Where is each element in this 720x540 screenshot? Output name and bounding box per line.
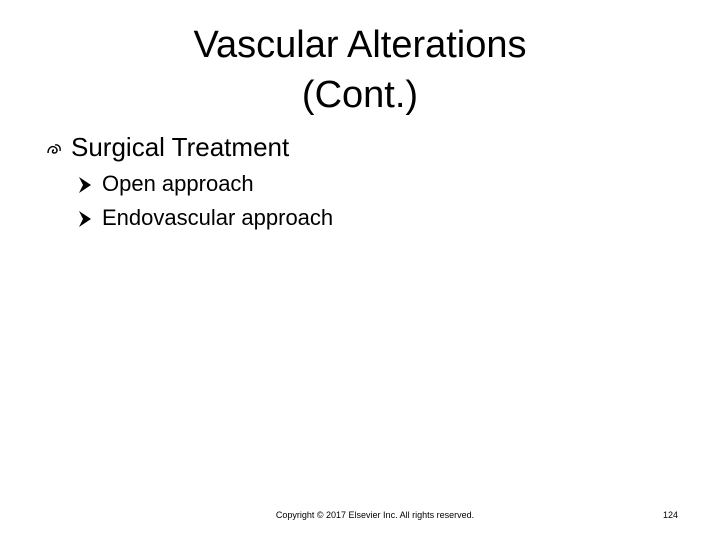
footer-page-number: 124	[662, 510, 678, 520]
slide-title-line-2: (Cont.)	[301, 74, 419, 116]
sub-bullet-text: Endovascular approach	[102, 205, 334, 230]
bullet-text: Surgical Treatment	[71, 132, 290, 162]
decorative-bullet-icon	[46, 142, 62, 156]
arrowhead-bullet-icon	[78, 210, 92, 228]
slide-title-line-1: Vascular Alterations	[193, 24, 527, 66]
arrowhead-bullet-icon	[78, 176, 92, 194]
slide-title	[60, 20, 660, 120]
footer-copyright: Copyright © 2017 Elsevier Inc. All rights reserved.	[275, 510, 475, 520]
sub-bullet-text: Open approach	[102, 171, 254, 196]
